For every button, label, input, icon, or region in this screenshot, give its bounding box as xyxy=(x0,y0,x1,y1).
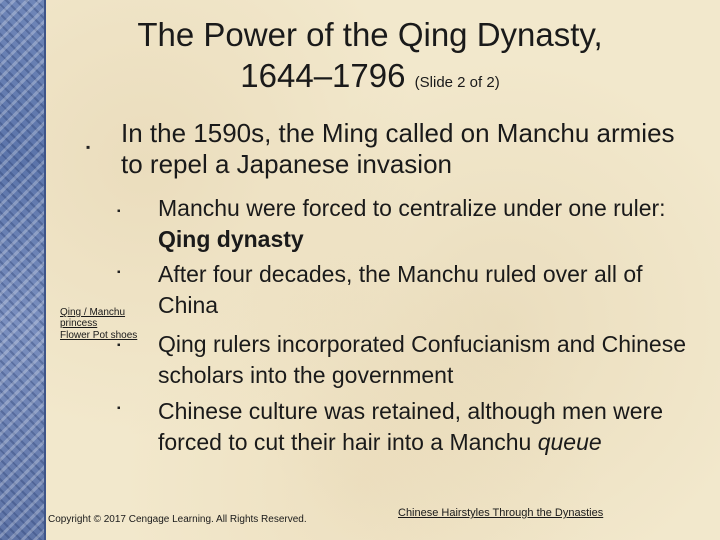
sub-bullet-1 xyxy=(158,193,698,255)
bullet-marker: ▪ xyxy=(86,140,91,154)
sub-bullet-1-text: Manchu were forced to centralize under one ruler: xyxy=(158,195,666,221)
main-bullet-text: In the 1590s, the Ming called on Manchu armies to repel a Japanese invasion xyxy=(121,118,675,179)
link-qing-manchu[interactable]: Qing / Manchu xyxy=(60,307,126,318)
sub-bullet-marker: ▪ xyxy=(117,403,121,414)
sub-bullet-1-bold: Qing dynasty xyxy=(158,226,304,252)
sub-bullet-marker: ▪ xyxy=(117,206,121,217)
title-suffix: (Slide 2 of 2) xyxy=(414,74,500,91)
sub-bullet-marker: ▪ xyxy=(117,267,121,278)
link-princess[interactable]: princess xyxy=(60,318,98,329)
decorative-border xyxy=(0,0,46,540)
copyright-notice: Copyright © 2017 Cengage Learning. All Rights Reserved. xyxy=(48,514,307,525)
sub-bullet-4-italic: queue xyxy=(537,429,602,455)
slide-title xyxy=(60,14,680,103)
sub-bullet-marker: ▪ xyxy=(117,340,121,351)
link-chinese-hairstyles[interactable]: Chinese Hairstyles Through the Dynasties xyxy=(398,507,604,519)
title-years: 1644–1796 xyxy=(240,57,406,94)
link-flower-pot-shoes[interactable]: Flower Pot shoes xyxy=(60,330,138,341)
title-line-2 xyxy=(60,55,680,103)
title-line-1: The Power of the Qing Dynasty, xyxy=(137,16,603,53)
sub-bullet-2: After four decades, the Manchu ruled over all of China xyxy=(158,261,643,318)
sub-bullet-4-text: Chinese culture was retained, although men were forced to cut their hair into a Manchu xyxy=(158,398,664,455)
sub-bullet-3: Qing rulers incorporated Confucianism and Chinese scholars into the government xyxy=(158,331,687,388)
sub-bullet-4 xyxy=(158,396,698,458)
